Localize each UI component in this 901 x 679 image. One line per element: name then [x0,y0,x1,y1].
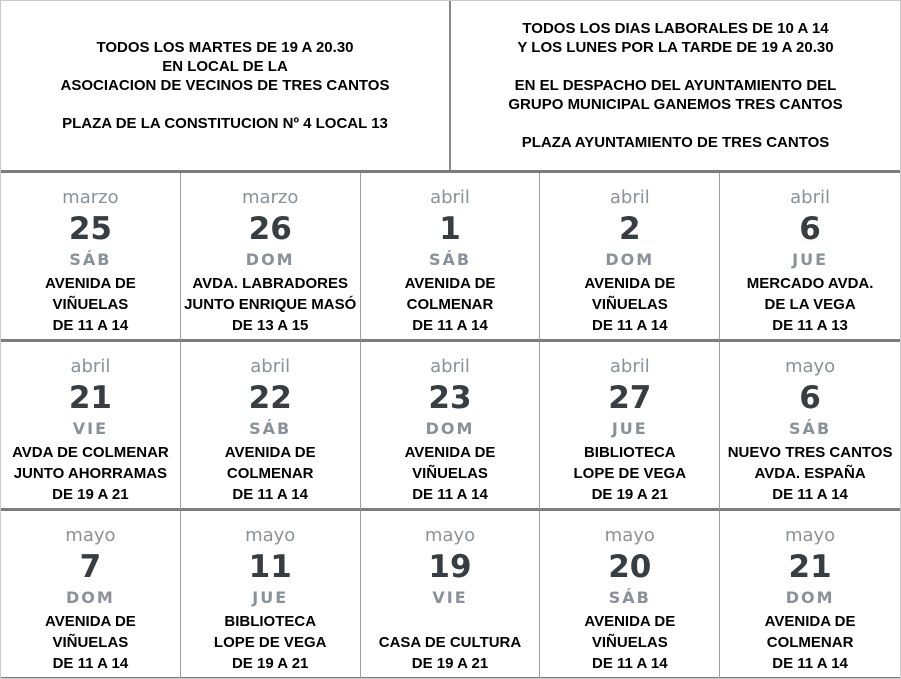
card-month: abril [430,187,470,208]
text-line: EN LOCAL DE LA [162,58,288,75]
text-line: DE 11 A 14 [412,486,488,503]
calendar-card [540,342,720,511]
card-location [361,442,540,505]
card-day-of-week: VIE [432,588,468,607]
card-day-number: 7 [79,549,102,585]
card-month: marzo [241,187,299,208]
card-month: mayo [784,525,836,546]
card-month: abril [430,356,470,377]
text-line: ASOCIACION DE VECINOS DE TRES CANTOS [60,77,390,94]
text-line [451,57,900,76]
text-line: AVENIDA DE [224,444,316,461]
calendar-card [540,173,720,342]
card-day-number: 6 [799,211,821,247]
text-line: EN EL DESPACHO DEL AYUNTAMIENTO DEL [514,77,837,94]
text-line: VIÑUELAS [591,634,668,651]
card-location [540,442,719,505]
card-month: mayo [604,525,655,546]
card-day-number: 21 [788,549,832,585]
card-month: mayo [65,525,116,546]
text-line: VIÑUELAS [52,296,129,313]
card-location [361,273,540,336]
text-line: AVENIDA DE [404,275,496,292]
card-day-number: 25 [68,211,112,247]
text-line: CASA DE CULTURA [378,634,522,651]
card-day-of-week: SÁB [69,250,112,269]
text-line: DE 11 A 14 [591,655,668,672]
calendar-card [1,511,181,679]
card-location [1,611,180,674]
calendar-card [720,511,900,679]
text-line: AVENIDA DE [44,613,136,630]
text-line: DE 11 A 14 [232,486,308,503]
card-day-number: 19 [428,549,472,585]
text-line: DE 19 A 21 [231,655,309,672]
card-location [1,273,180,336]
text-line: DE 11 A 14 [772,655,848,672]
text-line: AVENIDA DE [584,613,676,630]
calendar-card [181,342,361,511]
text-line: VIÑUELAS [591,296,668,313]
header-box-weekly-meeting [1,1,451,170]
text-line: VIÑUELAS [412,465,488,482]
calendar-card [181,511,361,679]
card-day-of-week: DOM [425,419,475,438]
text-line: Y LOS LUNES POR LA TARDE DE 19 A 20.30 [517,39,834,56]
card-day-of-week: JUE [252,588,289,607]
card-day-of-week: DOM [605,250,655,269]
text-line: DE 11 A 14 [412,317,488,334]
calendar-card [181,173,361,342]
text-line: DE 11 A 14 [52,655,129,672]
text-line: NUEVO TRES CANTOS [727,444,893,461]
card-day-number: 6 [799,380,821,416]
text-line: VIÑUELAS [52,634,129,651]
card-location [720,273,900,336]
text-line: PLAZA AYUNTAMIENTO DE TRES CANTOS [521,134,830,151]
text-line: DE 11 A 13 [772,317,848,334]
card-month: mayo [784,356,836,377]
calendar-card [361,511,541,679]
card-day-of-week: DOM [65,588,115,607]
calendar-card [720,342,900,511]
card-month: abril [250,356,291,377]
card-location [1,442,180,505]
card-month: abril [70,356,111,377]
text-line: AVENIDA DE [584,275,676,292]
card-day-of-week: SÁB [249,419,292,438]
card-day-number: 26 [248,211,292,247]
card-location [540,273,719,336]
text-line: AVDA. ESPAÑA [754,465,866,482]
card-day-of-week: SÁB [428,250,472,269]
header [1,1,900,173]
text-line: DE 19 A 21 [411,655,489,672]
card-month: abril [790,187,831,208]
text-line: COLMENAR [766,634,854,651]
text-line [361,611,540,632]
card-day-of-week: JUE [611,419,648,438]
calendar-card [361,342,541,511]
calendar-card [1,173,181,342]
text-line: DE 11 A 14 [772,486,848,503]
text-line: PLAZA DE LA CONSTITUCION Nº 4 LOCAL 13 [62,115,388,132]
card-day-number: 23 [428,380,472,416]
card-month: abril [609,187,650,208]
text-line: AVDA. LABRADORES [192,275,348,292]
card-day-number: 22 [248,380,292,416]
text-line: COLMENAR [226,465,314,482]
calendar-card [720,173,900,342]
calendar-card [540,511,720,679]
card-location [720,442,900,505]
card-month: mayo [245,525,296,546]
card-month: abril [609,356,650,377]
text-line: DE 13 A 15 [231,317,309,334]
card-month: marzo [62,187,119,208]
card-month: mayo [424,525,476,546]
text-line: JUNTO AHORRAMAS [13,465,168,482]
text-line: AVENIDA DE [764,613,856,630]
header-box-office-hours [451,1,900,170]
card-day-number: 20 [608,549,652,585]
text-line: AVDA DE COLMENAR [12,444,169,461]
card-day-number: 2 [619,211,641,247]
text-line: BIBLIOTECA [583,444,676,461]
text-line: DE 11 A 14 [52,317,129,334]
text-line: DE 19 A 21 [591,486,668,503]
card-day-number: 1 [439,211,461,247]
text-line: AVENIDA DE [404,444,496,461]
card-location [181,273,360,336]
text-line: DE LA VEGA [764,296,856,313]
card-day-number: 27 [608,380,652,416]
card-location [540,611,719,674]
calendar-card [1,342,181,511]
text-line: COLMENAR [406,296,494,313]
card-day-of-week: SÁB [608,588,651,607]
card-location [720,611,900,674]
text-line: TODOS LOS DIAS LABORALES DE 10 A 14 [522,20,829,37]
calendar-card [361,173,541,342]
text-line: AVENIDA DE [44,275,136,292]
card-day-number: 11 [248,549,292,585]
text-line: BIBLIOTECA [224,613,317,630]
text-line: TODOS LOS MARTES DE 19 A 20.30 [96,39,354,56]
card-day-of-week: JUE [792,250,829,269]
text-line: DE 11 A 14 [591,317,668,334]
text-line [1,95,449,114]
text-line: MERCADO AVDA. [746,275,874,292]
card-location [181,611,360,674]
calendar-grid [1,173,900,679]
card-location [181,442,360,505]
text-line: LOPE DE VEGA [213,634,327,651]
card-day-number: 21 [68,380,112,416]
card-day-of-week: VIE [72,419,109,438]
text-line [451,114,900,133]
text-line: JUNTO ENRIQUE MASÓ [184,296,357,313]
card-location [361,611,540,674]
card-day-of-week: DOM [785,588,835,607]
text-line: GRUPO MUNICIPAL GANEMOS TRES CANTOS [508,96,843,113]
text-line: LOPE DE VEGA [573,465,687,482]
text-line: DE 19 A 21 [52,486,129,503]
card-day-of-week: DOM [245,250,295,269]
card-day-of-week: SÁB [789,419,832,438]
